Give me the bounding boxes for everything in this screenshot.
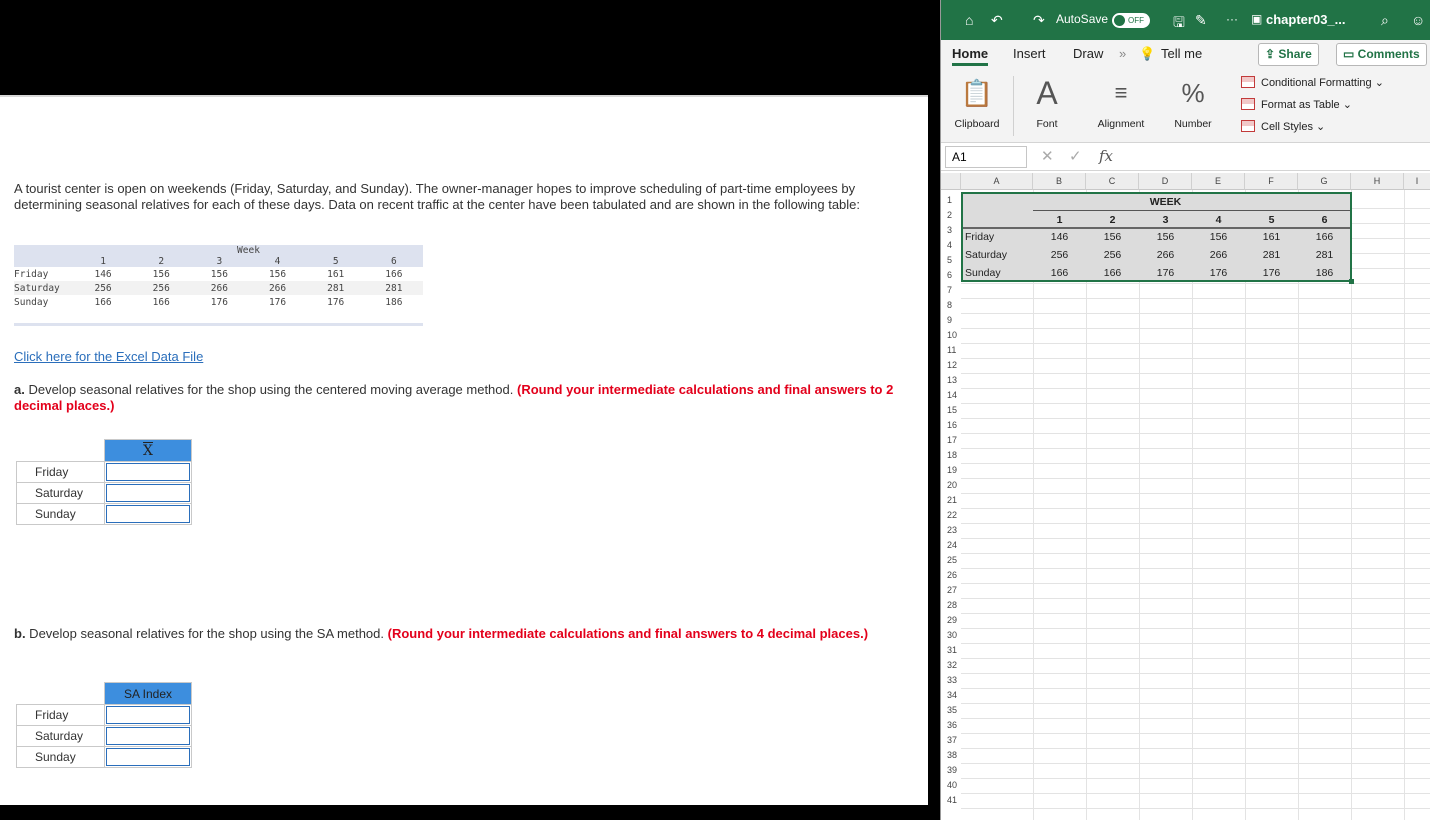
row-header[interactable]: 35 xyxy=(947,705,958,715)
column-header[interactable]: G xyxy=(1298,173,1351,190)
row-header[interactable]: 39 xyxy=(947,765,958,775)
conditional-formatting-button[interactable]: Conditional Formatting ⌄ xyxy=(1241,76,1384,89)
row-header[interactable]: 28 xyxy=(947,600,958,610)
week-cell[interactable]: 3 xyxy=(1162,214,1169,226)
question-a: a. Develop seasonal relatives for the shop using the centered moving average method. (Round your intermediate calculations and final answers to 2 decimal places.) xyxy=(14,382,894,413)
excel-window xyxy=(940,0,1430,820)
column-header[interactable]: F xyxy=(1245,173,1298,190)
week-cell[interactable]: 6 xyxy=(1321,214,1328,226)
spreadsheet-grid[interactable] xyxy=(941,173,1430,820)
row-header[interactable]: 24 xyxy=(947,540,958,550)
row-header[interactable]: 38 xyxy=(947,750,958,760)
value-cell[interactable]: 281 xyxy=(1315,249,1334,261)
more-icon[interactable]: ··· xyxy=(1226,12,1238,26)
week-header: Week xyxy=(74,245,423,256)
search-icon[interactable]: ⌕ xyxy=(1381,12,1389,28)
row-header[interactable]: 23 xyxy=(947,525,958,535)
clipboard-group[interactable]: 📋 Clipboard xyxy=(951,76,1003,130)
conditional-formatting-icon xyxy=(1241,76,1255,88)
row-header[interactable]: 12 xyxy=(947,360,958,370)
gridline xyxy=(961,373,1430,374)
row-header[interactable]: 19 xyxy=(947,465,958,475)
gridline xyxy=(1298,190,1299,820)
row-header[interactable]: 6 xyxy=(947,270,953,280)
row-header[interactable]: 5 xyxy=(947,255,953,265)
gridline xyxy=(961,553,1430,554)
day-cell[interactable]: Saturday xyxy=(965,249,1008,261)
row-header[interactable]: 1 xyxy=(947,195,953,205)
row-header[interactable]: 4 xyxy=(947,240,953,250)
row-header[interactable]: 9 xyxy=(947,315,953,325)
gridline xyxy=(961,703,1430,704)
gridline xyxy=(961,523,1430,524)
row-header[interactable]: 33 xyxy=(947,675,958,685)
cell-styles-button[interactable]: Cell Styles ⌄ xyxy=(1241,120,1325,133)
row-header[interactable]: 14 xyxy=(947,390,958,400)
table-icon xyxy=(1241,98,1255,110)
tell-me[interactable]: Tell me xyxy=(1161,46,1203,61)
xbar-header: $\overline{X}$ xyxy=(105,440,192,462)
saturday-answer-input[interactable] xyxy=(106,484,190,502)
column-header[interactable]: H xyxy=(1351,173,1404,190)
week-number: 3 xyxy=(190,256,248,267)
answer-table-b: SA Index Friday Saturday Sunday xyxy=(16,682,192,768)
font-icon: A xyxy=(1036,75,1058,111)
redo-icon[interactable]: ↷ xyxy=(1033,12,1045,28)
lightbulb-icon: 💡 xyxy=(1139,46,1156,61)
gridline xyxy=(961,688,1430,689)
file-name[interactable]: chapter03_... xyxy=(1266,12,1346,27)
row-header[interactable]: 29 xyxy=(947,615,958,625)
row-header[interactable]: 3 xyxy=(947,225,953,235)
cell-styles-icon xyxy=(1241,120,1255,132)
share-button[interactable]: ⇪ Share xyxy=(1258,43,1319,66)
gridline xyxy=(961,598,1430,599)
column-header[interactable]: D xyxy=(1139,173,1192,190)
gridline xyxy=(961,493,1430,494)
value-cell[interactable]: 156 xyxy=(1209,231,1228,243)
tab-insert[interactable]: Insert xyxy=(1013,46,1046,61)
value-cell[interactable]: 166 xyxy=(1315,231,1334,243)
value-cell[interactable]: 156 xyxy=(1103,231,1122,243)
row-header[interactable]: 8 xyxy=(947,300,953,310)
value-cell[interactable]: 281 xyxy=(1262,249,1281,261)
friday-sa-input[interactable] xyxy=(106,706,190,724)
day-cell[interactable]: Sunday xyxy=(965,267,1001,279)
gridline xyxy=(961,508,1430,509)
row-header[interactable]: 27 xyxy=(947,585,958,595)
gridline xyxy=(961,658,1430,659)
sunday-answer-input[interactable] xyxy=(106,505,190,523)
gridline xyxy=(961,613,1430,614)
sa-index-header: SA Index xyxy=(105,683,192,705)
row-header[interactable]: 26 xyxy=(947,570,958,580)
confirm-icon[interactable]: ✓ xyxy=(1069,148,1082,165)
gridline xyxy=(961,808,1430,809)
gridline xyxy=(1139,190,1140,820)
clipboard-icon: 📋 xyxy=(960,78,994,108)
table-row: Friday 146 156 156 156 161 166 xyxy=(14,267,423,281)
week-number: 4 xyxy=(248,256,306,267)
gridline xyxy=(961,328,1430,329)
column-header[interactable]: C xyxy=(1086,173,1139,190)
gridline xyxy=(961,343,1430,344)
day-cell[interactable]: Friday xyxy=(965,231,995,243)
undo-icon[interactable]: ↶ xyxy=(991,12,1003,28)
table-bottom-rule xyxy=(14,323,423,326)
column-header[interactable]: I xyxy=(1404,173,1430,190)
row-header[interactable]: 37 xyxy=(947,735,958,745)
gridline xyxy=(961,643,1430,644)
edit-icon[interactable]: ✎ xyxy=(1195,12,1207,28)
gridline xyxy=(961,733,1430,734)
smiley-icon[interactable]: ☺ xyxy=(1411,12,1426,28)
row-header[interactable]: 41 xyxy=(947,795,958,805)
formula-bar xyxy=(941,143,1430,171)
row-header[interactable]: 11 xyxy=(947,345,957,355)
gridline xyxy=(961,568,1430,569)
comments-button[interactable]: ▭ Comments xyxy=(1336,43,1427,66)
row-header[interactable]: 15 xyxy=(947,405,958,415)
font-group[interactable]: A Font xyxy=(1025,76,1069,130)
save-icon[interactable]: 🖫 xyxy=(1173,14,1185,30)
gridline xyxy=(961,448,1430,449)
row-header[interactable]: 21 xyxy=(947,495,958,505)
value-cell[interactable]: 176 xyxy=(1209,267,1228,279)
gridline xyxy=(961,283,1430,284)
value-cell[interactable]: 166 xyxy=(1050,267,1069,279)
sunday-sa-input[interactable] xyxy=(106,748,190,766)
row-header[interactable]: 7 xyxy=(947,285,953,295)
ribbon-tabs xyxy=(941,40,1430,68)
row-header[interactable]: 40 xyxy=(947,780,958,790)
week-cell[interactable]: WEEK xyxy=(1149,196,1182,208)
gridline xyxy=(961,673,1430,674)
percent-icon: % xyxy=(1181,78,1205,108)
value-cell[interactable]: 146 xyxy=(1050,231,1069,243)
name-box[interactable]: A1 xyxy=(945,146,1027,168)
gridline xyxy=(961,748,1430,749)
friday-answer-input[interactable] xyxy=(106,463,190,481)
gridline xyxy=(961,313,1430,314)
tab-home[interactable]: Home xyxy=(952,46,988,66)
selection-box xyxy=(961,192,1352,282)
gridline xyxy=(961,298,1430,299)
gridline xyxy=(961,793,1430,794)
row-header[interactable]: 17 xyxy=(947,435,958,445)
gridline xyxy=(961,718,1430,719)
week-number: 2 xyxy=(132,256,190,267)
question-b: b. Develop seasonal relatives for the shop using the SA method. (Round your intermediate calculations and final answers to 4 decimal places.) xyxy=(14,626,869,641)
week-cell[interactable]: 4 xyxy=(1215,214,1222,226)
value-cell[interactable]: 156 xyxy=(1156,231,1175,243)
excel-data-link[interactable]: Click here for the Excel Data File xyxy=(14,349,204,364)
gridline xyxy=(961,418,1430,419)
column-header[interactable]: E xyxy=(1192,173,1245,190)
row-header[interactable]: 36 xyxy=(947,720,958,730)
row-header[interactable]: 2 xyxy=(947,210,953,220)
gridline xyxy=(1351,190,1352,820)
title-bar xyxy=(941,0,1430,40)
value-cell[interactable]: 176 xyxy=(1262,267,1281,279)
chevron-right-icon[interactable]: » xyxy=(1119,46,1127,61)
value-cell[interactable]: 266 xyxy=(1209,249,1228,261)
tab-draw[interactable]: Draw xyxy=(1073,46,1104,61)
alignment-group[interactable]: ≡ Alignment xyxy=(1091,76,1151,130)
cancel-icon[interactable]: ✕ xyxy=(1041,148,1054,165)
autosave-label: AutoSave xyxy=(1056,12,1109,26)
gridline xyxy=(961,583,1430,584)
share-icon: ⇪ xyxy=(1265,47,1279,61)
value-cell[interactable]: 176 xyxy=(1156,267,1175,279)
gridline xyxy=(1033,190,1034,820)
week-number: 6 xyxy=(365,256,423,267)
row-header[interactable]: 10 xyxy=(947,330,958,340)
problem-page xyxy=(0,95,928,805)
week-number: 5 xyxy=(307,256,365,267)
row-header[interactable]: 18 xyxy=(947,450,958,460)
gridline xyxy=(961,358,1430,359)
value-cell[interactable]: 186 xyxy=(1315,267,1334,279)
gridline xyxy=(961,463,1430,464)
value-cell[interactable]: 266 xyxy=(1156,249,1175,261)
gridline xyxy=(961,403,1430,404)
row-header[interactable]: 20 xyxy=(947,480,958,490)
file-icon: ▣ xyxy=(1251,12,1263,26)
problem-intro: A tourist center is open on weekends (Friday, Saturday, and Sunday). The owner-manager hopes to improve scheduling of part-time employees by determining seasonal relatives for each of these days. Data on recent traffic at the center have been tabulated and are shown in the following table: xyxy=(14,181,861,212)
row-header[interactable]: 13 xyxy=(947,375,958,385)
format-as-table-button[interactable]: Format as Table ⌄ xyxy=(1241,98,1352,111)
week-number: 1 xyxy=(74,256,132,267)
alignment-icon: ≡ xyxy=(1114,80,1128,105)
value-cell[interactable]: 256 xyxy=(1050,249,1069,261)
week-cell[interactable]: 1 xyxy=(1056,214,1063,226)
table-row: Sunday 166 166 176 176 176 186 xyxy=(14,295,423,309)
table-row: Saturday 256 256 266 266 281 281 xyxy=(14,281,423,295)
gridline xyxy=(961,433,1430,434)
column-header[interactable]: A xyxy=(961,173,1033,190)
row-header[interactable]: 25 xyxy=(947,555,958,565)
select-all-corner[interactable] xyxy=(941,173,961,190)
fill-handle[interactable] xyxy=(1349,279,1354,284)
gridline xyxy=(961,538,1430,539)
gridline xyxy=(961,388,1430,389)
row-header[interactable]: 22 xyxy=(947,510,958,520)
column-header[interactable]: B xyxy=(1033,173,1086,190)
gridline xyxy=(1192,190,1193,820)
ribbon xyxy=(941,68,1430,143)
fx-icon[interactable]: fx xyxy=(1099,147,1114,165)
gridline xyxy=(961,778,1430,779)
row-header[interactable]: 16 xyxy=(947,420,958,430)
ribbon-divider xyxy=(1013,76,1014,136)
row-header[interactable]: 34 xyxy=(947,690,958,700)
week-cell[interactable]: 5 xyxy=(1268,214,1275,226)
gridline xyxy=(1245,190,1246,820)
gridline xyxy=(961,628,1430,629)
traffic-table xyxy=(14,245,423,309)
gridline xyxy=(1404,190,1405,820)
saturday-sa-input[interactable] xyxy=(106,727,190,745)
autosave-toggle[interactable]: OFF xyxy=(1112,13,1150,28)
home-icon[interactable]: ⌂ xyxy=(965,12,974,28)
value-cell[interactable]: 256 xyxy=(1103,249,1122,261)
answer-table-a: $\overline{X}$ Friday Saturday Sunday xyxy=(16,439,192,525)
gridline xyxy=(961,763,1430,764)
number-group[interactable]: % Number xyxy=(1167,76,1219,130)
gridline xyxy=(1086,190,1087,820)
row-header[interactable]: 30 xyxy=(947,630,958,640)
value-cell[interactable]: 166 xyxy=(1103,267,1122,279)
gridline xyxy=(961,478,1430,479)
week-cell[interactable]: 2 xyxy=(1109,214,1116,226)
row-header[interactable]: 31 xyxy=(947,645,958,655)
value-cell[interactable]: 161 xyxy=(1262,231,1281,243)
comment-icon: ▭ xyxy=(1343,47,1358,61)
row-header[interactable]: 32 xyxy=(947,660,958,670)
